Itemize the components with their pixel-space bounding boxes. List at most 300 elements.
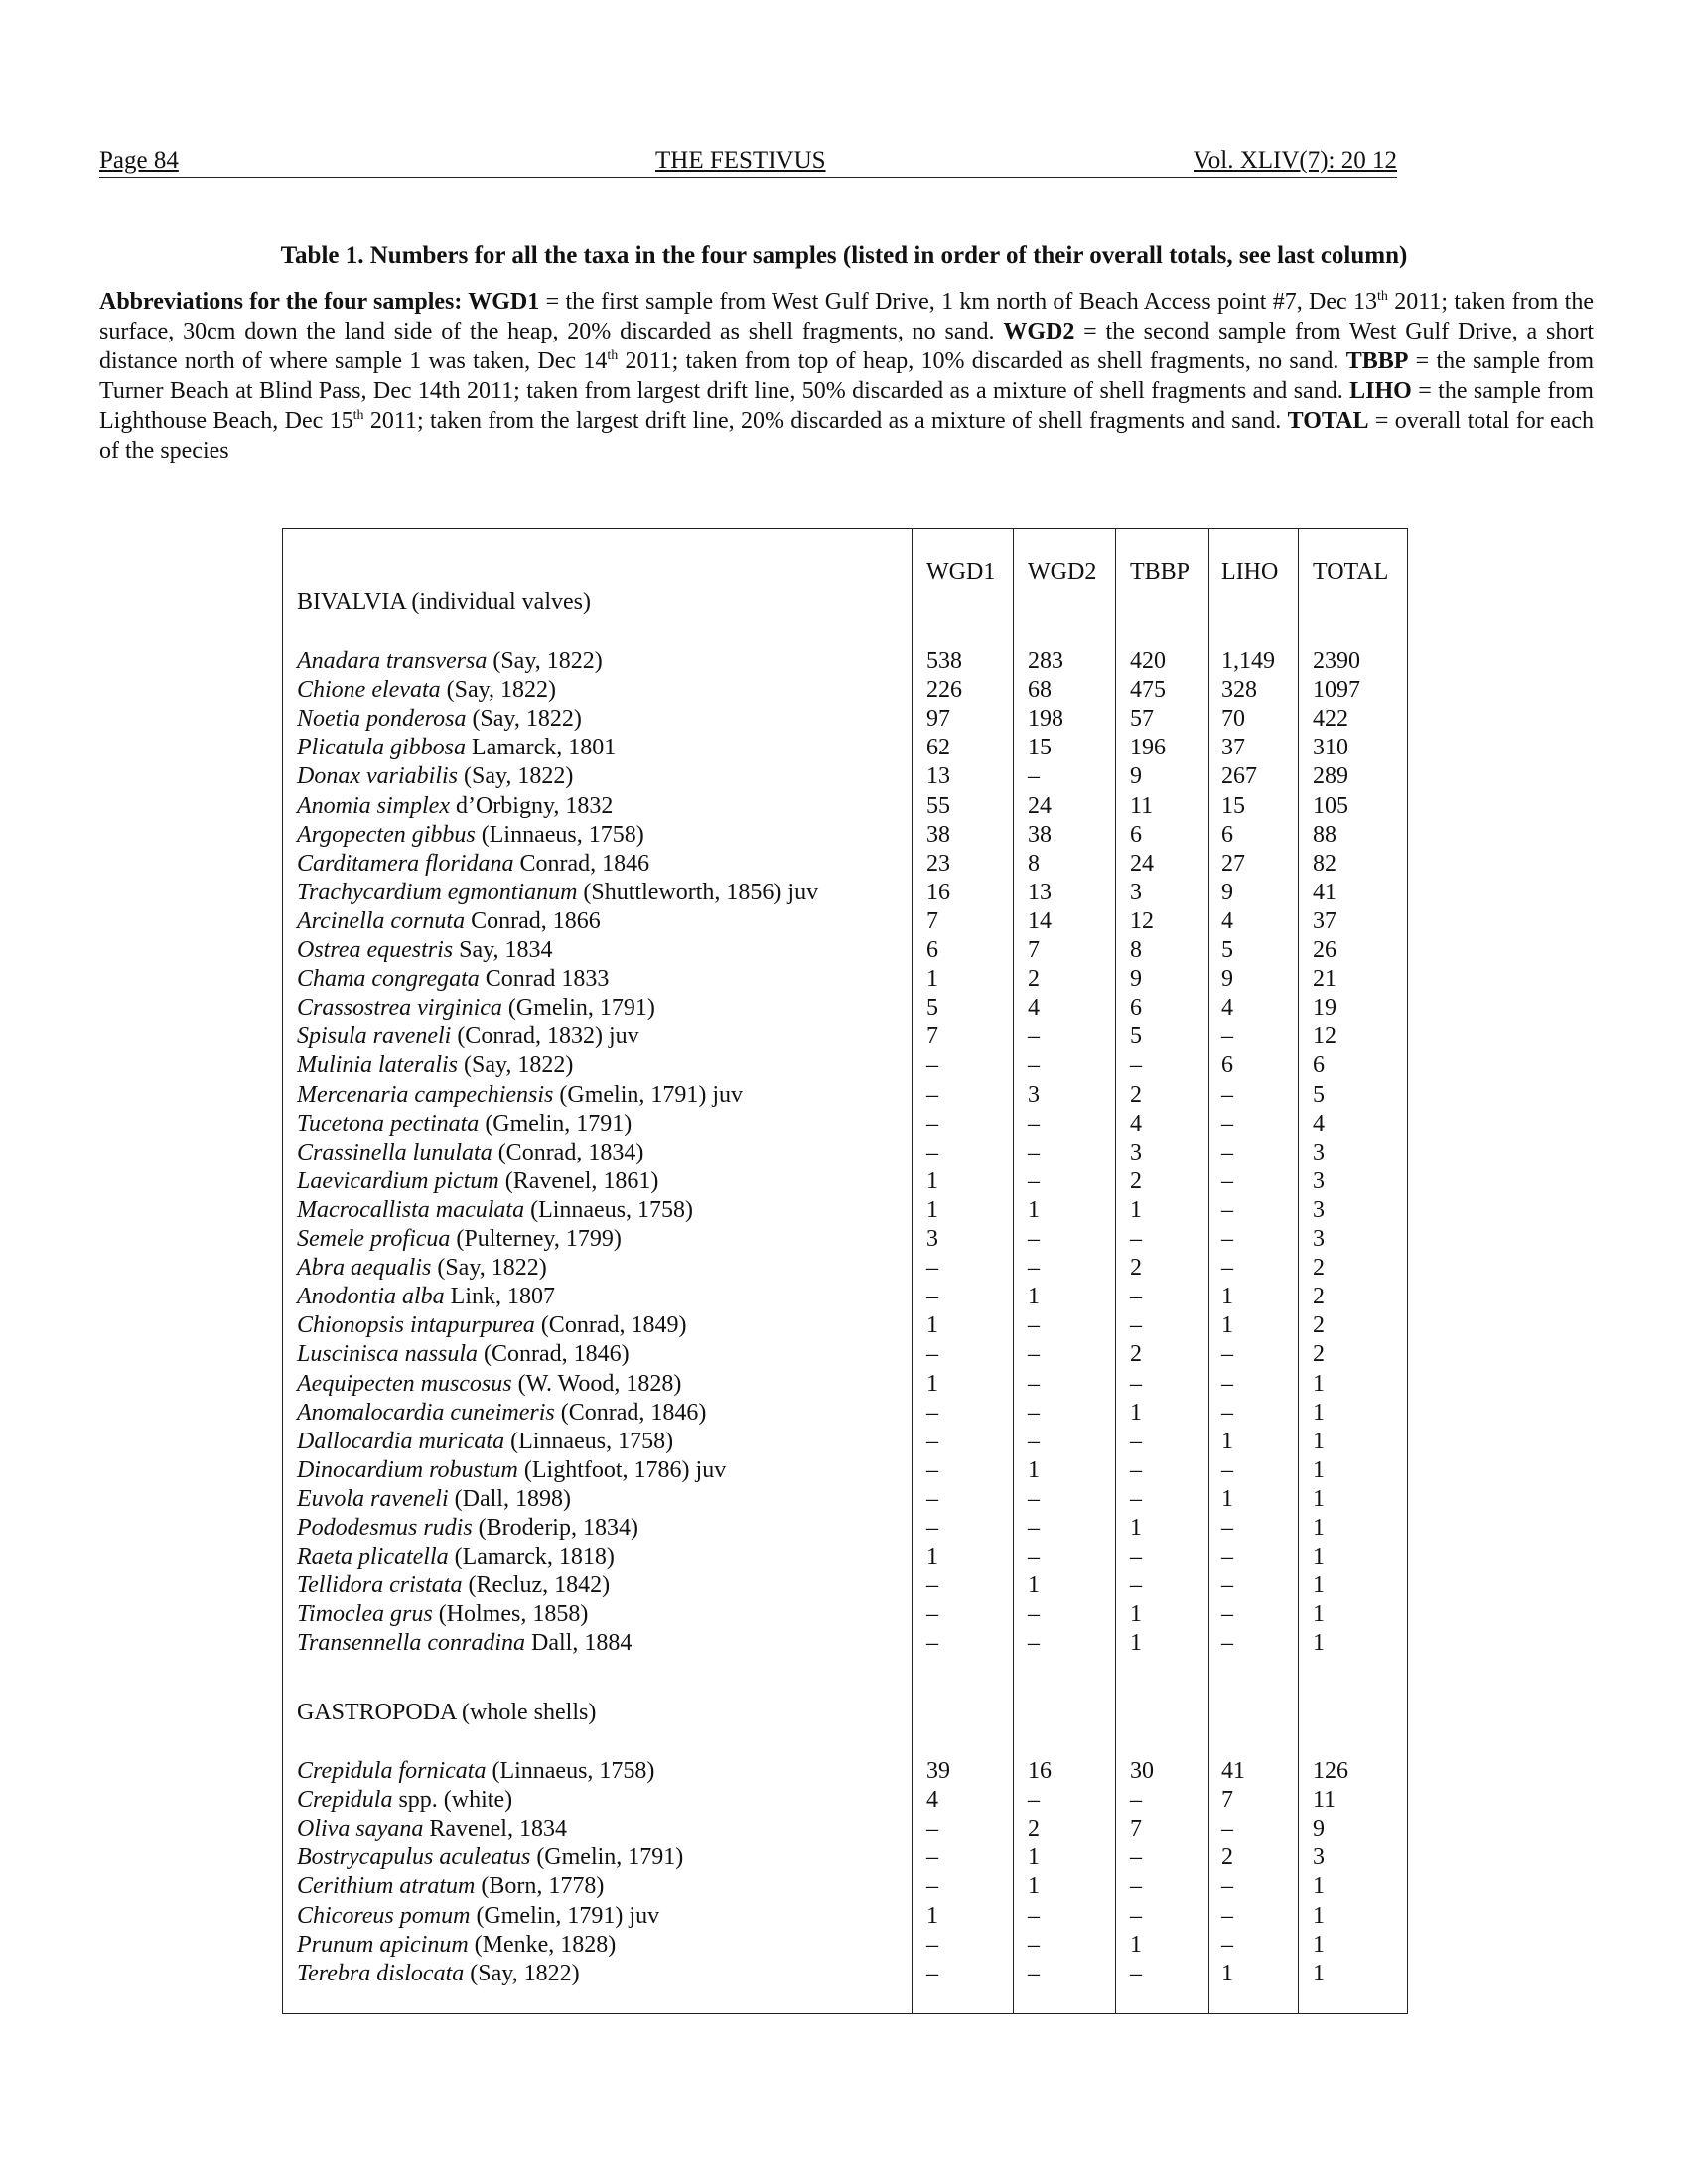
taxon-authority: (Conrad, 1846)	[554, 1399, 707, 1426]
volume-info: Vol. XLIV(7): 20 12	[1193, 147, 1397, 174]
table-row	[283, 965, 1407, 994]
taxon-genus-species: Plicatula gibbosa	[297, 735, 466, 761]
count-cell-total: 3	[1313, 1844, 1325, 1871]
taxon-name	[297, 1786, 512, 1815]
table-row	[283, 1456, 1407, 1485]
count-cell-wgd1: –	[926, 1844, 938, 1871]
count-cell-liho: 6	[1221, 821, 1233, 848]
count-cell-wgd1: –	[926, 1873, 938, 1900]
count-cell-tbbp: –	[1130, 1312, 1142, 1339]
taxon-genus-species: Anomia simplex	[297, 792, 450, 819]
count-cell-wgd2: –	[1028, 1139, 1040, 1165]
taxon-genus-species: Crepidula	[297, 1787, 393, 1814]
count-cell-total: 82	[1313, 850, 1336, 877]
taxon-authority: Say, 1834	[453, 937, 553, 963]
count-cell-tbbp: 4	[1130, 1110, 1142, 1137]
table-row	[283, 1960, 1407, 1988]
count-cell-total: 6	[1313, 1052, 1325, 1079]
count-cell-wgd1: 1	[926, 1370, 938, 1397]
count-cell-tbbp: 11	[1130, 792, 1154, 819]
column-header-wgd1: WGD1	[926, 559, 996, 585]
taxon-genus-species: Crassinella lunulata	[297, 1139, 492, 1165]
count-cell-wgd2: –	[1028, 1902, 1040, 1929]
abbrev-sup: th	[1377, 289, 1388, 304]
count-cell-total: 2	[1313, 1284, 1325, 1310]
table-row	[283, 1872, 1407, 1901]
taxon-authority: Conrad, 1866	[465, 907, 601, 934]
taxon-genus-species: Anodontia alba	[297, 1284, 445, 1310]
count-cell-liho: 1	[1221, 1428, 1233, 1454]
taxon-name	[297, 1051, 573, 1080]
count-cell-wgd1: –	[926, 1399, 938, 1426]
count-cell-tbbp: –	[1130, 1873, 1142, 1900]
count-cell-liho: –	[1221, 1110, 1233, 1137]
count-cell-total: 19	[1313, 995, 1336, 1022]
taxon-authority: (Lightfoot, 1786) juv	[517, 1456, 727, 1483]
count-cell-tbbp: –	[1130, 1428, 1142, 1454]
count-cell-total: 1	[1313, 1572, 1325, 1599]
count-cell-total: 37	[1313, 907, 1336, 934]
count-cell-wgd2: 15	[1028, 735, 1052, 761]
count-cell-total: 1	[1313, 1399, 1325, 1426]
journal-title: THE FESTIVUS	[655, 147, 826, 174]
column-header-tbbp: TBBP	[1130, 559, 1191, 585]
count-cell-tbbp: 2	[1130, 1167, 1142, 1194]
count-cell-liho: 1	[1221, 1312, 1233, 1339]
taxon-genus-species: Tellidora cristata	[297, 1572, 463, 1599]
count-cell-tbbp: –	[1130, 1960, 1142, 1986]
table-row	[283, 1571, 1407, 1600]
taxon-authority: (Recluz, 1842)	[462, 1572, 611, 1599]
count-cell-wgd1: –	[926, 1931, 938, 1958]
count-cell-tbbp: 1	[1130, 1196, 1142, 1223]
count-cell-liho: –	[1221, 1544, 1233, 1570]
abbrev-text-wgd2: = the second sample from West Gulf Drive, a short distance north of where sample 1 was taken, Dec 14	[99, 319, 1594, 374]
taxon-authority: (Say, 1822)	[487, 648, 603, 674]
count-cell-liho: 41	[1221, 1758, 1245, 1784]
taxon-authority: (Born, 1778)	[475, 1873, 605, 1900]
count-cell-liho: 267	[1221, 763, 1257, 790]
taxon-genus-species: Donax variabilis	[297, 763, 458, 790]
count-cell-liho: 1	[1221, 1485, 1233, 1512]
taxon-genus-species: Chama congregata	[297, 966, 480, 993]
count-cell-total: 5	[1313, 1081, 1325, 1108]
count-cell-wgd1: 3	[926, 1226, 938, 1252]
count-cell-liho: 5	[1221, 937, 1233, 963]
count-cell-wgd2: 2	[1028, 966, 1040, 993]
taxon-genus-species: Terebra dislocata	[297, 1960, 465, 1986]
abbrev-label-tbbp: TBBP	[1345, 348, 1409, 374]
count-cell-tbbp: 3	[1130, 1139, 1142, 1165]
taxon-name	[297, 1931, 616, 1960]
table-row	[283, 1629, 1407, 1658]
count-cell-liho: 15	[1221, 792, 1245, 819]
count-cell-total: 2	[1313, 1255, 1325, 1282]
taxon-name	[297, 1543, 615, 1571]
count-cell-wgd1: 1	[926, 1902, 938, 1929]
count-cell-liho: 70	[1221, 706, 1245, 733]
count-cell-tbbp: 196	[1130, 735, 1166, 761]
count-cell-liho: –	[1221, 1515, 1233, 1541]
table-row	[283, 1399, 1407, 1428]
count-cell-wgd1: –	[926, 1816, 938, 1843]
count-cell-liho: 6	[1221, 1052, 1233, 1079]
count-cell-wgd2: –	[1028, 1167, 1040, 1194]
taxon-name	[297, 734, 616, 762]
count-cell-liho: 7	[1221, 1787, 1233, 1814]
table-row	[283, 705, 1407, 734]
table-row	[283, 792, 1407, 821]
taxon-genus-species: Euvola raveneli	[297, 1485, 449, 1512]
count-cell-wgd1: –	[926, 1428, 938, 1454]
count-cell-wgd2: –	[1028, 1485, 1040, 1512]
column-header-wgd2: WGD2	[1028, 559, 1097, 585]
count-cell-total: 1	[1313, 1601, 1325, 1628]
taxon-genus-species: Crassostrea virginica	[297, 995, 502, 1022]
count-cell-wgd2: –	[1028, 1052, 1040, 1079]
count-cell-wgd1: 16	[926, 879, 950, 905]
taxon-genus-species: Anomalocardia cuneimeris	[297, 1399, 555, 1426]
count-cell-tbbp: 30	[1130, 1758, 1154, 1784]
count-cell-liho: 1,149	[1221, 648, 1275, 674]
abbrev-text-tbbp: = the sample from Turner Beach at Blind Pass, Dec 14th 2011; taken from largest drift line, 50% discarded as a mixture of shell fragments and sand.	[99, 348, 1594, 404]
table-row	[283, 1283, 1407, 1311]
count-cell-total: 1	[1313, 1428, 1325, 1454]
count-cell-liho: –	[1221, 1931, 1233, 1958]
taxon-genus-species: Noetia ponderosa	[297, 706, 467, 733]
count-cell-liho: –	[1221, 1816, 1233, 1843]
count-cell-total: 1	[1313, 1515, 1325, 1541]
count-cell-tbbp: –	[1130, 1284, 1142, 1310]
count-cell-liho: 328	[1221, 677, 1257, 704]
table-row	[283, 1815, 1407, 1843]
taxon-genus-species: Chione elevata	[297, 677, 441, 704]
count-cell-tbbp: –	[1130, 1052, 1142, 1079]
taxon-name	[297, 762, 573, 791]
count-cell-wgd2: –	[1028, 1787, 1040, 1814]
count-cell-total: 12	[1313, 1024, 1336, 1050]
count-cell-total: 1	[1313, 1902, 1325, 1929]
taxon-genus-species: Raeta plicatella	[297, 1544, 449, 1570]
table-row	[283, 1757, 1407, 1786]
count-cell-liho: –	[1221, 1081, 1233, 1108]
count-cell-tbbp: –	[1130, 1787, 1142, 1814]
count-cell-wgd2: –	[1028, 1024, 1040, 1050]
count-cell-tbbp: 1	[1130, 1601, 1142, 1628]
count-cell-total: 3	[1313, 1167, 1325, 1194]
taxon-genus-species: Dinocardium robustum	[297, 1456, 518, 1483]
taxon-name	[297, 1456, 726, 1485]
taxa-table	[282, 528, 1408, 2014]
abbreviations-paragraph	[99, 287, 1594, 466]
count-cell-wgd1: 13	[926, 763, 950, 790]
taxon-name	[297, 965, 609, 994]
taxon-name	[297, 1757, 654, 1786]
taxon-genus-species: Crepidula fornicata	[297, 1758, 487, 1784]
count-cell-wgd2: 1	[1028, 1196, 1040, 1223]
count-cell-liho: –	[1221, 1226, 1233, 1252]
count-cell-wgd2: –	[1028, 1601, 1040, 1628]
count-cell-tbbp: –	[1130, 1226, 1142, 1252]
count-cell-total: 1	[1313, 1485, 1325, 1512]
taxon-authority: (W. Wood, 1828)	[511, 1370, 682, 1397]
taxon-genus-species: Aequipecten muscosus	[297, 1370, 512, 1397]
taxon-name	[297, 1902, 659, 1931]
abbrev-sup: th	[352, 408, 364, 423]
count-cell-wgd1: –	[926, 1341, 938, 1368]
count-cell-total: 1	[1313, 1544, 1325, 1570]
count-cell-total: 1	[1313, 1960, 1325, 1986]
count-cell-wgd2: 16	[1028, 1758, 1052, 1784]
count-cell-liho: –	[1221, 1370, 1233, 1397]
taxon-authority: Conrad, 1846	[513, 850, 650, 877]
count-cell-total: 4	[1313, 1110, 1325, 1137]
taxon-name	[297, 1514, 638, 1543]
count-cell-tbbp: –	[1130, 1844, 1142, 1871]
count-cell-total: 105	[1313, 792, 1348, 819]
table-row	[283, 1340, 1407, 1369]
table-row	[283, 1023, 1407, 1051]
table-row	[283, 1543, 1407, 1571]
count-cell-wgd2: 1	[1028, 1873, 1040, 1900]
count-cell-total: 3	[1313, 1196, 1325, 1223]
count-cell-wgd2: 1	[1028, 1572, 1040, 1599]
count-cell-wgd2: –	[1028, 1931, 1040, 1958]
count-cell-wgd1: 1	[926, 1167, 938, 1194]
table-row	[283, 1081, 1407, 1110]
count-cell-wgd1: –	[926, 1630, 938, 1657]
taxon-name	[297, 936, 553, 965]
count-cell-wgd1: 7	[926, 1024, 938, 1050]
taxon-genus-species: Pododesmus rudis	[297, 1515, 473, 1541]
taxon-authority: Lamarck, 1801	[466, 735, 617, 761]
taxon-name	[297, 647, 603, 676]
count-cell-liho: –	[1221, 1456, 1233, 1483]
count-cell-liho: –	[1221, 1341, 1233, 1368]
count-cell-tbbp: 3	[1130, 879, 1142, 905]
count-cell-wgd2: –	[1028, 1226, 1040, 1252]
taxon-authority: (Lamarck, 1818)	[448, 1544, 615, 1570]
taxon-authority: (Say, 1822)	[431, 1255, 547, 1282]
table-row	[283, 1051, 1407, 1080]
count-cell-wgd1: 226	[926, 677, 962, 704]
taxon-authority: (Linnaeus, 1758)	[486, 1758, 655, 1784]
count-cell-liho: 37	[1221, 735, 1245, 761]
taxon-name	[297, 850, 649, 879]
taxon-genus-species: Semele proficua	[297, 1226, 451, 1252]
count-cell-wgd1: 538	[926, 648, 962, 674]
count-cell-total: 2390	[1313, 648, 1360, 674]
taxon-genus-species: Oliva sayana	[297, 1816, 424, 1843]
count-cell-wgd2: 2	[1028, 1816, 1040, 1843]
taxon-genus-species: Ostrea equestris	[297, 937, 454, 963]
count-cell-liho: –	[1221, 1139, 1233, 1165]
count-cell-wgd1: –	[926, 1139, 938, 1165]
taxon-name	[297, 1399, 706, 1428]
taxon-authority: (Say, 1822)	[458, 1052, 574, 1079]
taxon-genus-species: Timoclea grus	[297, 1601, 433, 1628]
count-cell-liho: 4	[1221, 907, 1233, 934]
count-cell-total: 3	[1313, 1226, 1325, 1252]
count-cell-tbbp: 57	[1130, 706, 1154, 733]
table-row	[283, 1110, 1407, 1139]
taxon-name	[297, 1872, 604, 1901]
taxon-authority: spp. (white)	[392, 1787, 513, 1814]
count-cell-wgd2: 1	[1028, 1456, 1040, 1483]
table-row	[283, 821, 1407, 850]
count-cell-tbbp: 5	[1130, 1024, 1142, 1050]
taxon-genus-species: Prunum apicinum	[297, 1931, 469, 1958]
count-cell-tbbp: –	[1130, 1544, 1142, 1570]
taxon-name	[297, 1225, 622, 1254]
abbrev-text-wgd2-b: 2011; taken from top of heap, 10% discarded as shell fragments, no sand.	[618, 348, 1346, 374]
count-cell-tbbp: 8	[1130, 937, 1142, 963]
abbrev-label-wgd1: Abbreviations for the four samples: WGD1	[99, 289, 540, 315]
count-cell-wgd2: 4	[1028, 995, 1040, 1022]
count-cell-liho: –	[1221, 1196, 1233, 1223]
count-cell-tbbp: 9	[1130, 763, 1142, 790]
count-cell-wgd2: –	[1028, 1341, 1040, 1368]
table-row	[283, 907, 1407, 936]
count-cell-tbbp: –	[1130, 1370, 1142, 1397]
count-cell-wgd1: 7	[926, 907, 938, 934]
taxon-authority: (Gmelin, 1791)	[479, 1110, 633, 1137]
count-cell-total: 1	[1313, 1931, 1325, 1958]
taxon-authority: (Conrad, 1834)	[492, 1139, 644, 1165]
count-cell-wgd2: –	[1028, 1110, 1040, 1137]
taxon-name	[297, 1629, 632, 1658]
count-cell-tbbp: –	[1130, 1902, 1142, 1929]
count-cell-liho: 1	[1221, 1284, 1233, 1310]
count-cell-wgd1: 1	[926, 1544, 938, 1570]
taxon-authority: (Shuttleworth, 1856) juv	[577, 879, 819, 905]
abbrev-label-liho: LIHO	[1349, 378, 1412, 404]
table-row	[283, 1600, 1407, 1629]
count-cell-wgd2: –	[1028, 1544, 1040, 1570]
section-heading-gastropoda: GASTROPODA (whole shells)	[297, 1700, 597, 1725]
count-cell-liho: 9	[1221, 879, 1233, 905]
abbrev-text-total: = overall total for each of the species	[99, 408, 1595, 464]
table-row	[283, 1931, 1407, 1960]
taxon-authority: (Conrad, 1849)	[534, 1312, 687, 1339]
taxon-genus-species: Laevicardium pictum	[297, 1167, 499, 1194]
count-cell-wgd2: –	[1028, 1255, 1040, 1282]
count-cell-wgd2: –	[1028, 1428, 1040, 1454]
table-row	[283, 994, 1407, 1023]
count-cell-wgd1: –	[926, 1515, 938, 1541]
taxon-authority: (Holmes, 1858)	[432, 1601, 589, 1628]
taxon-genus-species: Anadara transversa	[297, 648, 488, 674]
count-cell-liho: –	[1221, 1873, 1233, 1900]
page-number: Page 84	[99, 147, 179, 174]
count-cell-wgd1: –	[926, 1255, 938, 1282]
count-cell-total: 1	[1313, 1630, 1325, 1657]
count-cell-wgd1: 62	[926, 735, 950, 761]
table-row	[283, 936, 1407, 965]
table-row	[283, 762, 1407, 791]
table-row	[283, 1514, 1407, 1543]
taxon-genus-species: Arcinella cornuta	[297, 907, 466, 934]
taxon-authority: (Gmelin, 1791)	[530, 1844, 684, 1871]
count-cell-wgd1: 1	[926, 966, 938, 993]
table-row	[283, 1902, 1407, 1931]
taxon-name	[297, 1960, 580, 1988]
taxon-name	[297, 1340, 630, 1369]
taxon-genus-species: Chionopsis intapurpurea	[297, 1312, 535, 1339]
count-cell-tbbp: 6	[1130, 995, 1142, 1022]
count-cell-liho: 2	[1221, 1844, 1233, 1871]
count-cell-liho: 9	[1221, 966, 1233, 993]
count-cell-tbbp: 12	[1130, 907, 1154, 934]
count-cell-tbbp: 2	[1130, 1341, 1142, 1368]
count-cell-wgd1: –	[926, 1284, 938, 1310]
count-cell-liho: –	[1221, 1572, 1233, 1599]
taxon-genus-species: Mercenaria campechiensis	[297, 1081, 554, 1108]
table-row	[283, 1311, 1407, 1340]
taxon-genus-species: Cerithium atratum	[297, 1873, 476, 1900]
taxon-name	[297, 1023, 639, 1051]
taxon-authority: (Say, 1822)	[466, 706, 582, 733]
taxon-genus-species: Spisula raveneli	[297, 1024, 452, 1050]
count-cell-total: 2	[1313, 1341, 1325, 1368]
taxon-authority: (Linnaeus, 1758)	[504, 1428, 674, 1454]
taxon-name	[297, 1485, 571, 1514]
count-cell-tbbp: 24	[1130, 850, 1154, 877]
taxon-authority: (Gmelin, 1791) juv	[470, 1902, 660, 1929]
taxon-authority: (Gmelin, 1791) juv	[553, 1081, 744, 1108]
table-row	[283, 734, 1407, 762]
taxon-authority: (Say, 1822)	[464, 1960, 580, 1986]
abbrev-label-total: TOTAL	[1287, 408, 1369, 434]
count-cell-wgd2: 3	[1028, 1081, 1040, 1108]
taxon-genus-species: Trachycardium egmontianum	[297, 879, 578, 905]
count-cell-wgd2: 1	[1028, 1844, 1040, 1871]
count-cell-liho: 4	[1221, 995, 1233, 1022]
column-header-total: TOTAL	[1313, 559, 1389, 585]
count-cell-wgd1: 1	[926, 1196, 938, 1223]
taxon-name	[297, 1167, 658, 1196]
count-cell-wgd2: –	[1028, 1399, 1040, 1426]
taxon-name	[297, 1139, 643, 1167]
table-title: Table 1. Numbers for all the taxa in the four samples (listed in order of their overall totals, see last column)	[280, 242, 1408, 269]
count-cell-wgd1: –	[926, 1081, 938, 1108]
taxon-authority: Link, 1807	[444, 1284, 555, 1310]
count-cell-liho: –	[1221, 1167, 1233, 1194]
table-row	[283, 1167, 1407, 1196]
count-cell-wgd1: –	[926, 1110, 938, 1137]
taxon-name	[297, 1110, 632, 1139]
count-cell-tbbp: –	[1130, 1456, 1142, 1483]
count-cell-liho: –	[1221, 1024, 1233, 1050]
abbrev-label-wgd2: WGD2	[1003, 319, 1075, 344]
taxon-name	[297, 1843, 683, 1872]
count-cell-wgd2: –	[1028, 1515, 1040, 1541]
count-cell-total: 1	[1313, 1370, 1325, 1397]
count-cell-total: 126	[1313, 1758, 1348, 1784]
count-cell-wgd1: –	[926, 1601, 938, 1628]
taxon-name	[297, 1254, 547, 1283]
count-cell-wgd2: 14	[1028, 907, 1052, 934]
table-row	[283, 676, 1407, 705]
taxon-name	[297, 1370, 681, 1399]
count-cell-wgd2: –	[1028, 1960, 1040, 1986]
count-cell-wgd1: 23	[926, 850, 950, 877]
taxon-authority: (Broderip, 1834)	[472, 1515, 638, 1541]
count-cell-wgd2: 283	[1028, 648, 1063, 674]
taxon-authority: (Dall, 1898)	[448, 1485, 571, 1512]
count-cell-total: 1	[1313, 1873, 1325, 1900]
table-row	[283, 647, 1407, 676]
